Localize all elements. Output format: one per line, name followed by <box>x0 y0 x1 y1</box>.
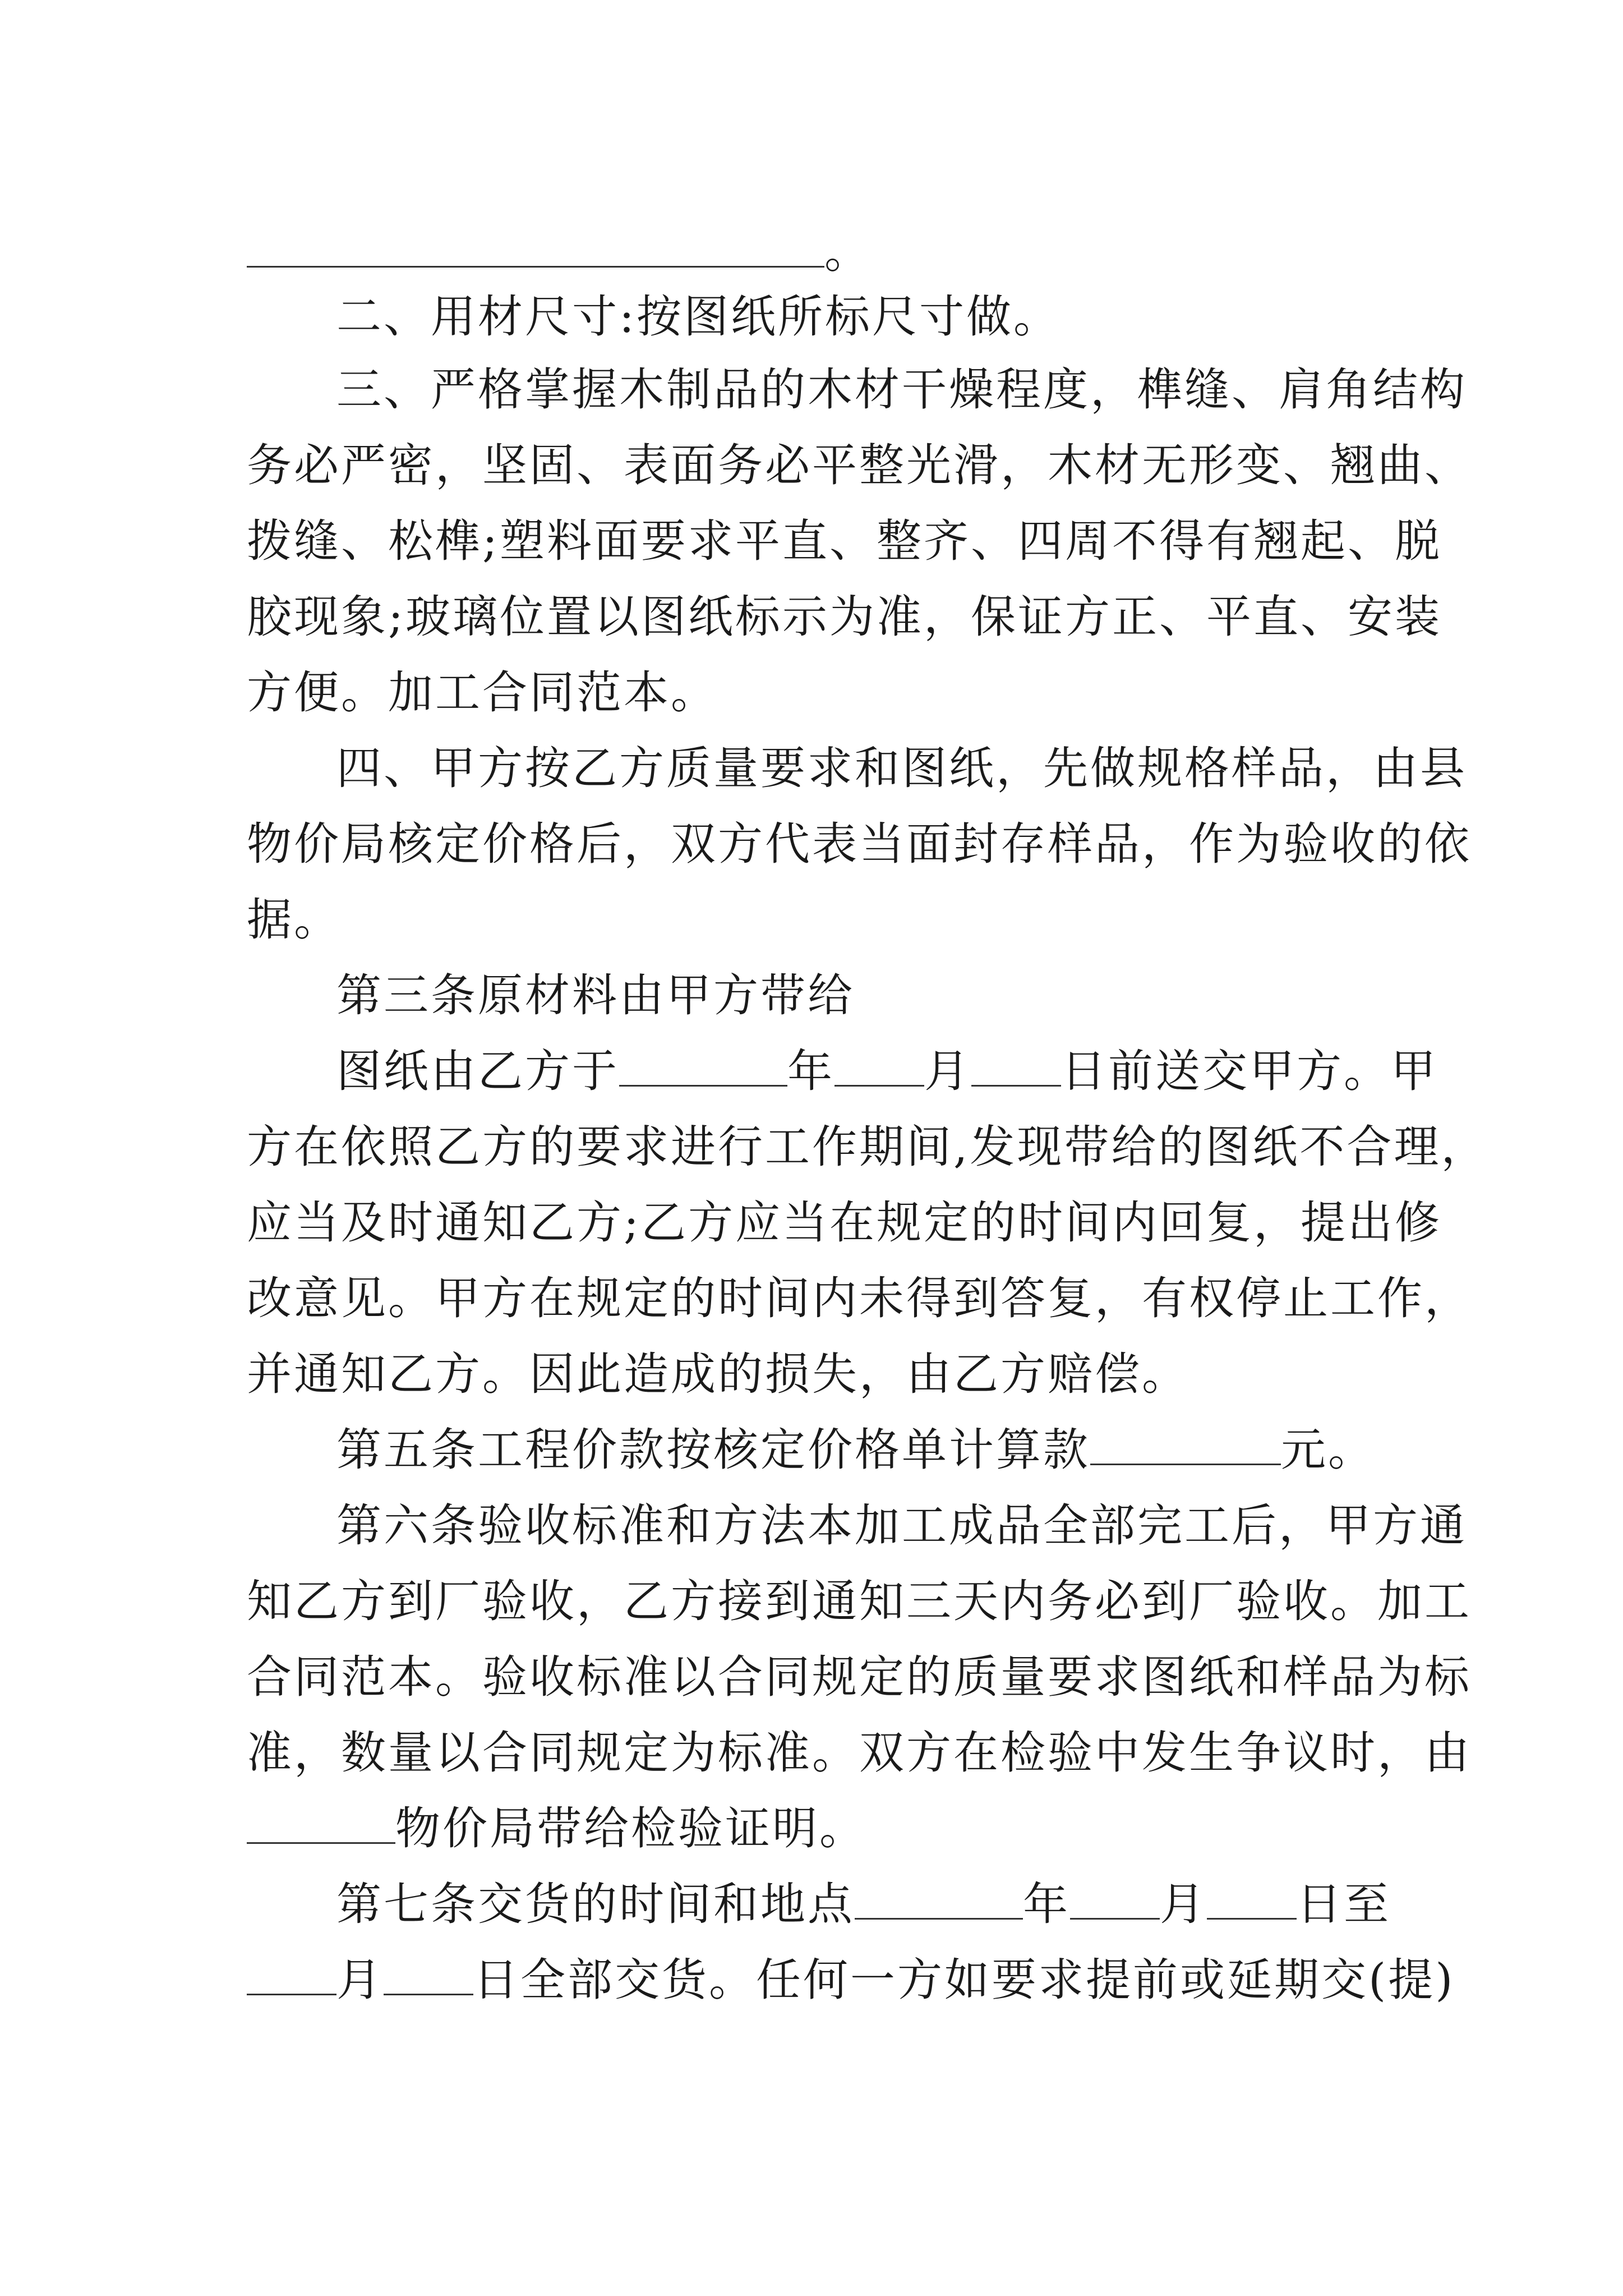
line-text: 元。 <box>1281 1424 1375 1476</box>
paragraph-line <box>247 1801 1391 1857</box>
paragraph-line <box>247 224 1391 280</box>
article-6-line <box>336 1498 1481 1554</box>
paragraph-line <box>247 1573 1472 1630</box>
line-text: 。 <box>824 226 872 278</box>
article-5-line <box>336 1422 1481 1478</box>
line-text: 应当及时通知乙方;乙方应当在规定的时间内回复，提出修 <box>247 1197 1442 1249</box>
line-text: 第六条验收标准和方法本加工成品全部完工后，甲方通 <box>336 1499 1467 1552</box>
clause-3-line <box>336 362 1481 418</box>
line-text: 据。 <box>247 894 341 946</box>
paragraph-line <box>247 1346 1391 1402</box>
line-text: 第三条原材料由甲方带给 <box>336 969 855 1022</box>
month-blank <box>1070 1879 1160 1920</box>
paragraph-line <box>247 1649 1472 1705</box>
paragraph-line <box>247 1271 1472 1327</box>
line-text: 第五条工程价款按核定价格单计算款 <box>336 1424 1090 1476</box>
paragraph-line <box>247 438 1472 494</box>
article-3-heading <box>336 968 1481 1024</box>
line-text: 方便。加工合同范本。 <box>247 666 718 719</box>
line-text: 二、用材尺寸:按图纸所标尺寸做。 <box>336 291 1061 343</box>
paragraph-line <box>247 589 1442 645</box>
line-text: 改意见。甲方在规定的时间内未得到答复，有权停止工作， <box>247 1272 1472 1324</box>
line-text: 日全部交货。任何一方如要求提前或延期交(提) <box>473 1954 1455 2006</box>
fill-in-blank <box>247 227 824 268</box>
line-text: 第七条交货的时间和地点 <box>336 1878 855 1930</box>
line-text: 年 <box>1023 1878 1070 1930</box>
year-blank <box>855 1879 1023 1920</box>
line-text: 年 <box>787 1045 834 1097</box>
line-text: 月 <box>336 1954 384 2006</box>
line-text: 拨缝、松榫;塑料面要求平直、整齐、四周不得有翘起、脱 <box>247 515 1442 567</box>
amount-blank <box>1090 1424 1281 1465</box>
line-text: 日至 <box>1297 1878 1391 1930</box>
line-text: 四、甲方按乙方质量要求和图纸，先做规格样品，由县 <box>336 742 1467 794</box>
year-blank <box>619 1046 787 1087</box>
line-text: 月 <box>924 1045 971 1097</box>
day-blank <box>1207 1879 1297 1920</box>
paragraph-line <box>247 513 1442 569</box>
paragraph-line <box>247 892 1391 948</box>
line-text: 月 <box>1160 1878 1207 1930</box>
line-text: 日前送交甲方。甲 <box>1061 1045 1438 1097</box>
line-text: 方在依照乙方的要求进行工作期间,发现带给的图纸不合理， <box>247 1121 1488 1173</box>
line-text: 合同范本。验收标准以合同规定的质量要求图纸和样品为标 <box>247 1651 1472 1703</box>
line-text: 务必严密，坚固、表面务必平整光滑，木材无形变、翘曲、 <box>247 439 1472 491</box>
line-text: 物价局核定价格后，双方代表当面封存样品，作为验收的依 <box>247 818 1472 870</box>
paragraph-line <box>247 1952 1455 2008</box>
paragraph-line <box>247 665 1391 721</box>
line-text: 知乙方到厂验收，乙方接到通知三天内务必到厂验收。加工 <box>247 1575 1472 1627</box>
paragraph-line <box>247 1725 1472 1781</box>
day-blank <box>971 1046 1061 1087</box>
clause-2-heading <box>336 289 1481 345</box>
clause-4-line <box>336 740 1481 797</box>
day-blank <box>384 1954 473 1995</box>
line-text: 并通知乙方。因此造成的损失，由乙方赔偿。 <box>247 1348 1189 1400</box>
month-blank <box>834 1046 924 1087</box>
line-text: 准，数量以合同规定为标准。双方在检验中发生争议时，由 <box>247 1727 1472 1779</box>
line-text: 物价局带给检验证明。 <box>395 1802 866 1855</box>
line-text: 图纸由乙方于 <box>336 1045 619 1097</box>
paragraph-line <box>336 1043 1481 1099</box>
paragraph-line <box>247 1119 1488 1175</box>
article-7-line <box>336 1876 1481 1932</box>
paragraph-line <box>247 1195 1442 1251</box>
paragraph-line <box>247 816 1472 872</box>
month-blank <box>247 1954 336 1995</box>
line-text: 三、严格掌握木制品的木材干燥程度，榫缝、肩角结构 <box>336 364 1467 416</box>
fill-in-blank <box>247 1803 395 1844</box>
line-text: 胶现象;玻璃位置以图纸标示为准，保证方正、平直、安装 <box>247 591 1442 643</box>
